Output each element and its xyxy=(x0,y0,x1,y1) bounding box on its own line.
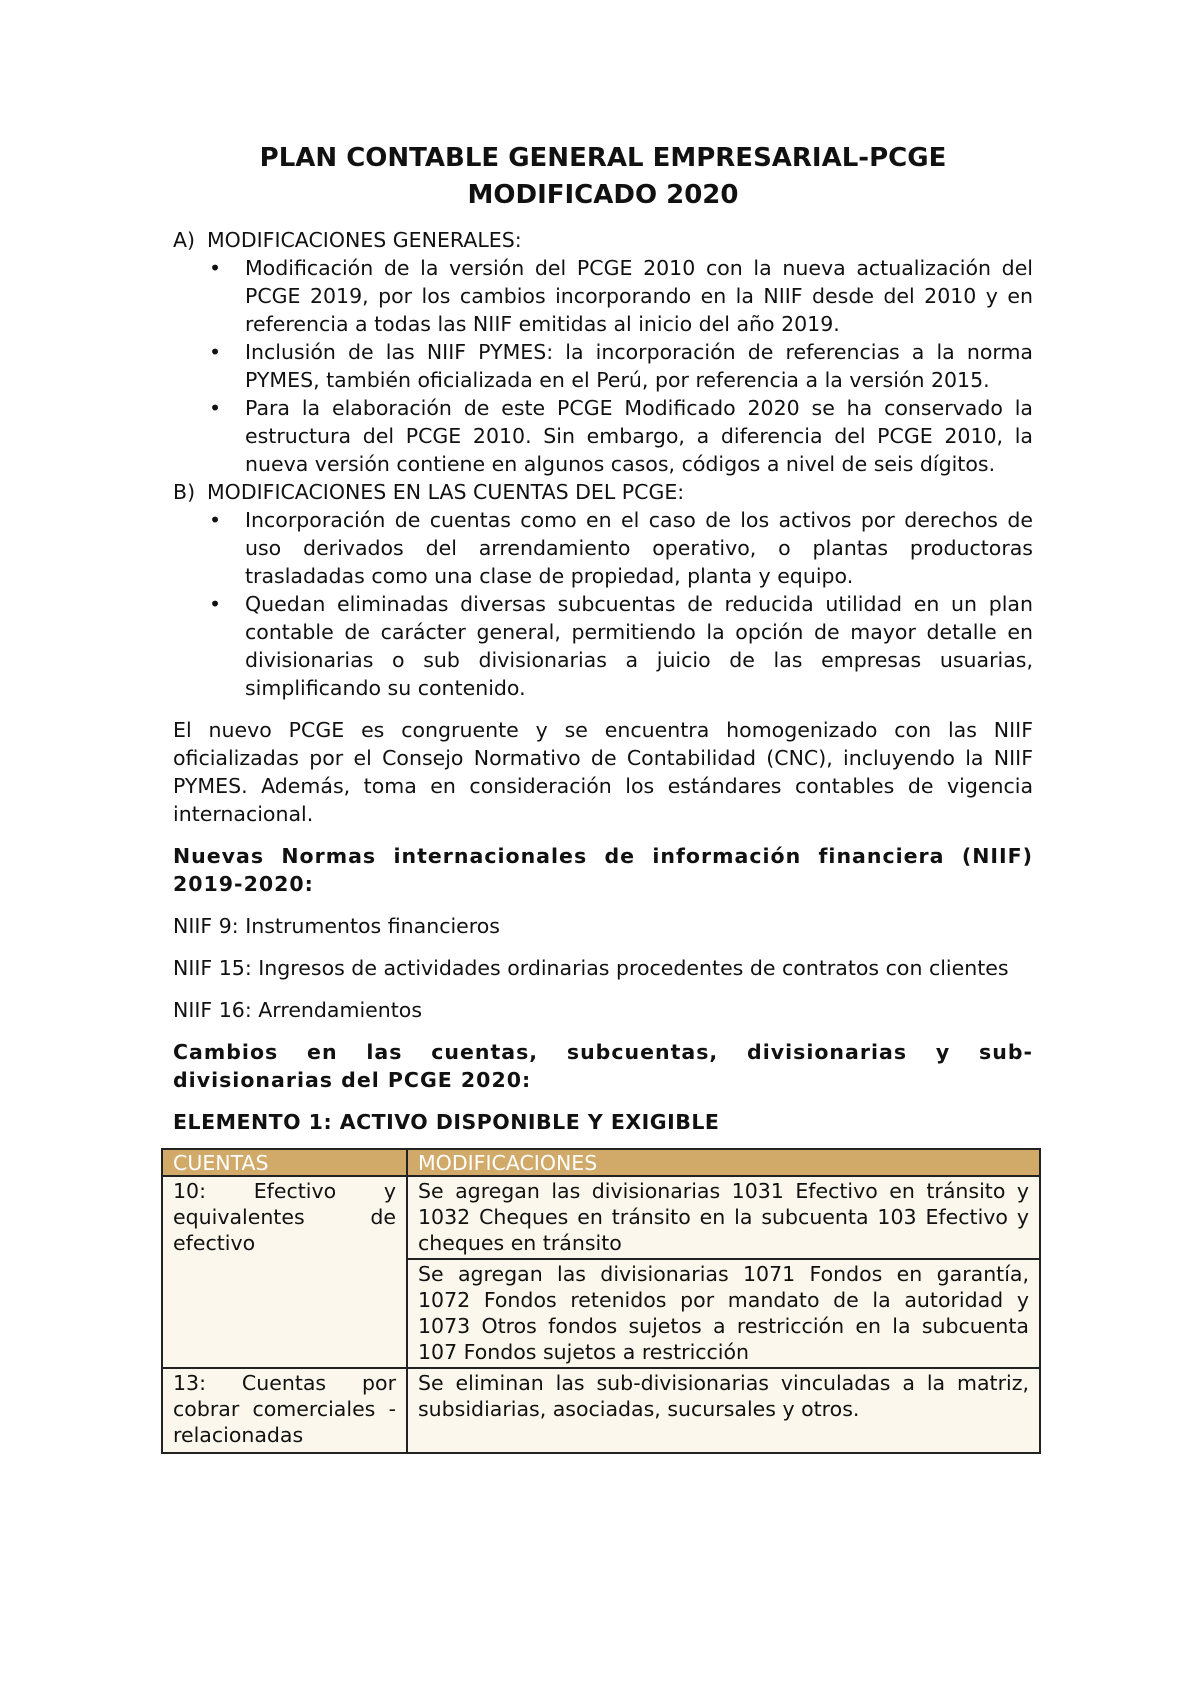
section-a-title: MODIFICACIONES GENERALES: xyxy=(207,228,522,252)
section-b-list xyxy=(173,506,1033,702)
list-item: • Para la elaboración de este PCGE Modificado 2020 se ha conservado la estructura del PCGE 2010. Sin embargo, a diferencia del PCGE 2010, la nueva versión contiene en algunos casos, códigos a nivel de seis dígitos. xyxy=(245,394,1033,478)
list-item: • Incorporación de cuentas como en el caso de los activos por derechos de uso derivados del arrendamiento operativo, o plantas productoras trasladadas como una clase de propiedad, planta y equipo. xyxy=(245,506,1033,590)
document-page xyxy=(173,140,1033,1454)
section-b-label: B) xyxy=(173,480,196,504)
niif-15-item: NIIF 15: Ingresos de actividades ordinarias procedentes de contratos con clientes xyxy=(173,956,1009,980)
section-a-heading xyxy=(173,226,1033,254)
table-header-row xyxy=(162,1149,1040,1176)
section-a-label: A) xyxy=(173,228,196,252)
table-cell-modificacion: Se agregan las divisionarias 1071 Fondos en garantía, 1072 Fondos retenidos por mandato de la autoridad y 1073 Otros fondos sujetos a restricción en la subcuenta 107 Fondos sujetos a restricción xyxy=(407,1259,1040,1368)
section-b-title: MODIFICACIONES EN LAS CUENTAS DEL PCGE: xyxy=(207,480,685,504)
section-b-heading xyxy=(173,478,1033,506)
column-header-cuentas: CUENTAS xyxy=(162,1149,407,1176)
title-line-2: MODIFICADO 2020 xyxy=(467,180,739,210)
elemento-heading: ELEMENTO 1: ACTIVO DISPONIBLE Y EXIGIBLE xyxy=(173,1110,720,1134)
intro-paragraph: El nuevo PCGE es congruente y se encuentra homogenizado con las NIIF oficializadas por el Consejo Normativo de Contabilidad (CNC), incluyendo la NIIF PYMES. Además, toma en consideración los estándares contables de vigencia internacional. xyxy=(173,718,1033,826)
niif-16-item: NIIF 16: Arrendamientos xyxy=(173,998,423,1022)
title-line-1: PLAN CONTABLE GENERAL EMPRESARIAL-PCGE xyxy=(259,143,947,173)
table-cell-modificacion: Se eliminan las sub-divisionarias vinculadas a la matriz, subsidiarias, asociadas, sucursales y otros. xyxy=(407,1368,1040,1453)
table-row xyxy=(162,1176,1040,1259)
table-row xyxy=(162,1368,1040,1453)
cambios-heading: Cambios en las cuentas, subcuentas, divisionarias y sub-divisionarias del PCGE 2020: xyxy=(173,1040,1033,1092)
list-item: • Modificación de la versión del PCGE 2010 con la nueva actualización del PCGE 2019, por los cambios incorporando en la NIIF desde del 2010 y en referencia a todas las NIIF emitidas al inicio del año 2019. xyxy=(245,254,1033,338)
table-cell-cuenta: 10: Efectivo y equivalentes de efectivo xyxy=(162,1176,407,1368)
table-cell-modificacion: Se agregan las divisionarias 1031 Efectivo en tránsito y 1032 Cheques en tránsito en la subcuenta 103 Efectivo y cheques en tránsito xyxy=(407,1176,1040,1259)
list-item: • Inclusión de las NIIF PYMES: la incorporación de referencias a la norma PYMES, también oficializada en el Perú, por referencia a la versión 2015. xyxy=(245,338,1033,394)
section-a-list xyxy=(173,254,1033,478)
modifications-table xyxy=(161,1148,1041,1454)
document-title xyxy=(173,140,1033,214)
niif-heading: Nuevas Normas internacionales de información financiera (NIIF) 2019-2020: xyxy=(173,844,1033,896)
table-cell-cuenta: 13: Cuentas por cobrar comerciales - relacionadas xyxy=(162,1368,407,1453)
niif-9-item: NIIF 9: Instrumentos financieros xyxy=(173,914,500,938)
list-item: • Quedan eliminadas diversas subcuentas de reducida utilidad en un plan contable de carácter general, permitiendo la opción de mayor detalle en divisionarias o sub divisionarias a juicio de las empresas usuarias, simplificando su contenido. xyxy=(245,590,1033,702)
column-header-modificaciones: MODIFICACIONES xyxy=(407,1149,1040,1176)
